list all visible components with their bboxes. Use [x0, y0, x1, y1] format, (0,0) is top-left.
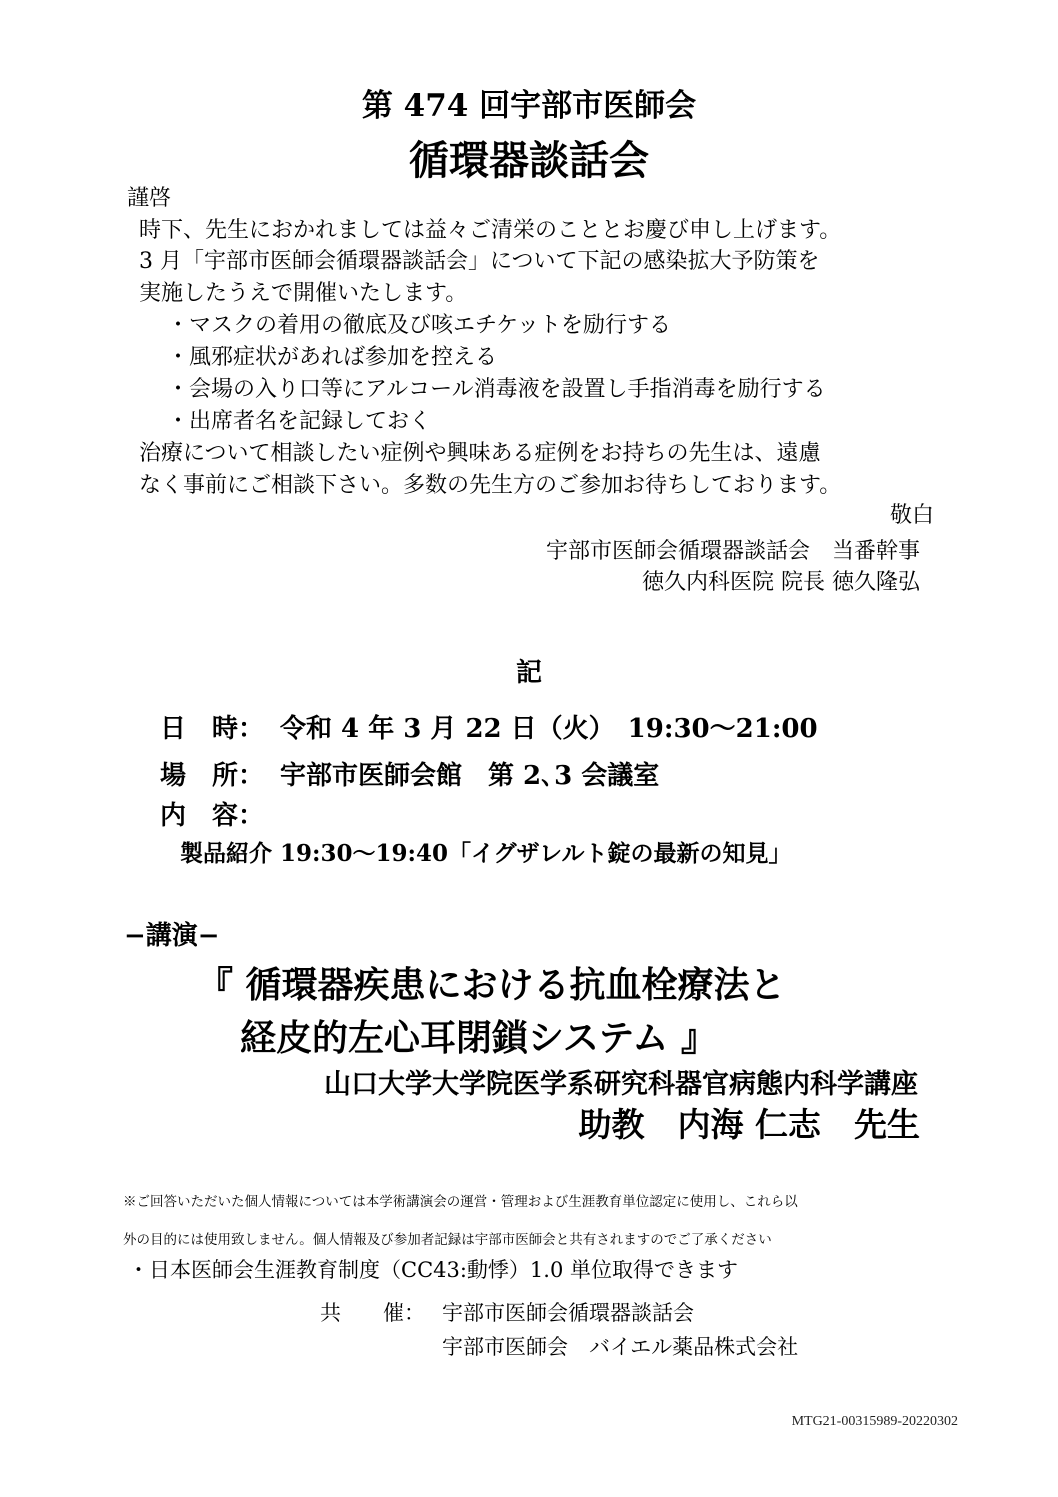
privacy-note: ※ご回答いただいた個人情報については本学術講演会の運営・管理および生涯教育単位認定に使用し、これら以: [123, 1194, 798, 1210]
place-label: 場 所：: [160, 761, 265, 791]
place-row: [160, 755, 659, 792]
date-value: 令和 4 年 3 月 22 日（火） 19:30～21:00: [280, 714, 818, 744]
notice-heading: 記: [515, 658, 542, 688]
event-subtitle: 循環器談話会: [409, 137, 649, 184]
product-intro: 製品紹介 19:30～19:40「イグザレルト錠の最新の知見」: [180, 840, 792, 867]
lecture-title: 経皮的左心耳閉鎖システム 』: [240, 1017, 717, 1059]
place-value: 宇部市医師会館 第 2､3 会議室: [280, 761, 660, 791]
document-code: MTG21-00315989-20220302: [791, 1414, 958, 1429]
prevention-item: ・会場の入り口等にアルコール消毒液を設置し手指消毒を励行する: [167, 377, 826, 402]
prevention-item: ・出席者名を記録しておく: [167, 409, 432, 434]
date-label: 日 時：: [160, 714, 265, 744]
signature-person: 徳久内科医院 院長 徳久隆弘: [642, 570, 920, 595]
lecture-heading: −講演−: [124, 921, 220, 951]
prevention-item: ・マスクの着用の徹底及び咳エチケットを励行する: [167, 313, 672, 338]
letter-paragraph: 実施したうえで開催いたします。: [139, 281, 468, 306]
letter-paragraph: なく事前にご相談下さい。多数の先生方のご参加お待ちしております。: [139, 473, 842, 498]
cohost-label: 共 催：: [320, 1301, 425, 1325]
speaker-affiliation: 山口大学大学院医学系研究科器官病態内科学講座: [324, 1069, 918, 1100]
cohost-name: 宇部市医師会循環器談話会: [442, 1301, 694, 1325]
prevention-item: ・風邪症状があれば参加を控える: [167, 345, 498, 370]
content-row: [160, 795, 280, 832]
signature-organization: 宇部市医師会循環器談話会 当番幹事: [545, 539, 920, 564]
cme-credit-note: ・日本医師会生涯教育制度（CC43:動悸）1.0 単位取得できます: [128, 1258, 739, 1282]
lecture-title: 『 循環器疾患における抗血栓療法と: [197, 964, 786, 1006]
speaker-name: 助教 内海 仁志 先生: [578, 1105, 920, 1144]
date-row: [160, 708, 818, 745]
letter-paragraph: 治療について相談したい症例や興味ある症例をお持ちの先生は、遠慮: [139, 441, 821, 466]
event-title: 第 474 回宇部市医師会: [361, 88, 697, 124]
letter-paragraph: 時下、先生におかれましては益々ご清栄のこととお慶び申し上げます。: [139, 218, 842, 243]
cohost-name: 宇部市医師会 バイエル薬品株式会社: [442, 1335, 799, 1359]
privacy-note: 外の目的には使用致しません。個人情報及び参加者記録は宇部市医師会と共有されますのでご了承ください: [123, 1232, 772, 1248]
letter-paragraph: 3 月「宇部市医師会循環器談話会」について下記の感染拡大予防策を: [139, 249, 820, 274]
salutation: 謹啓: [127, 186, 172, 211]
closing: 敬白: [889, 503, 934, 528]
content-label: 内 容：: [160, 801, 265, 831]
